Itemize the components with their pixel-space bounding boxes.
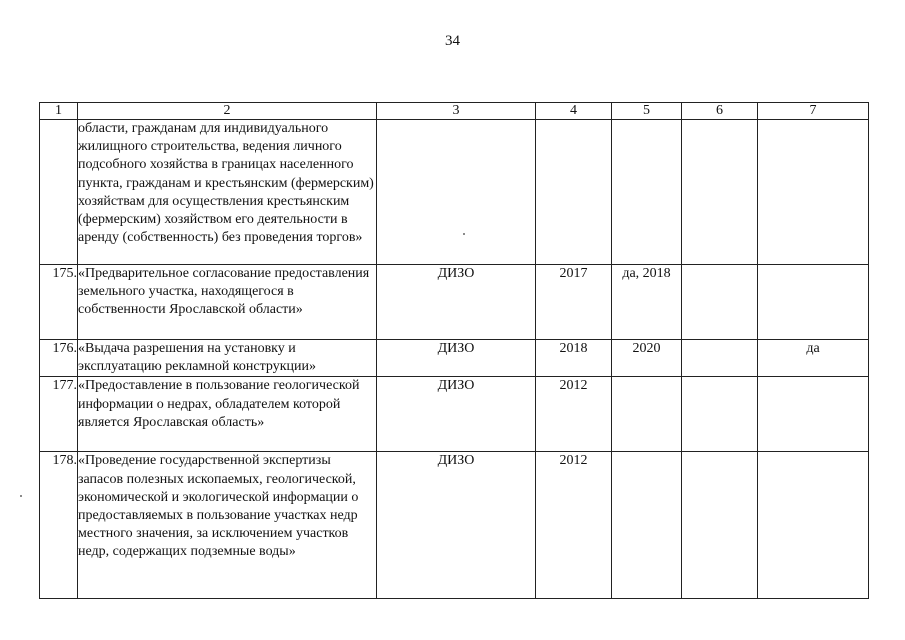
table-header-row bbox=[40, 103, 869, 120]
row-number: 175. bbox=[40, 265, 78, 340]
header-col-6: 6 bbox=[682, 103, 758, 120]
col-6-value bbox=[682, 377, 758, 452]
col-7-value bbox=[758, 452, 869, 599]
year-value bbox=[536, 120, 612, 265]
table-row bbox=[40, 377, 869, 452]
header-col-1: 1 bbox=[40, 103, 78, 120]
row-number bbox=[40, 120, 78, 265]
row-number: 178. bbox=[40, 452, 78, 599]
col-6-value bbox=[682, 120, 758, 265]
col-5-value bbox=[612, 377, 682, 452]
header-col-4: 4 bbox=[536, 103, 612, 120]
year-value: 2012 bbox=[536, 377, 612, 452]
responsible-body bbox=[377, 120, 536, 265]
col-6-value bbox=[682, 452, 758, 599]
service-name: «Проведение государственной экспертизы запасов полезных ископаемых, геологической, экономической и экологической информации о предоставляемых в пользование участках недр местного значения, за исключением участков недр, содержащих подземные воды» bbox=[78, 452, 377, 599]
page-number: 34 bbox=[445, 33, 460, 49]
header-col-3: 3 bbox=[377, 103, 536, 120]
service-name: «Предоставление в пользование геологической информации о недрах, обладателем которой является Ярославская область» bbox=[78, 377, 377, 452]
col-5-value bbox=[612, 120, 682, 265]
responsible-body: ДИЗО bbox=[377, 452, 536, 599]
table-row bbox=[40, 120, 869, 265]
year-value: 2012 bbox=[536, 452, 612, 599]
col-7-value: да bbox=[758, 340, 869, 377]
responsible-body: ДИЗО bbox=[377, 377, 536, 452]
services-table bbox=[39, 102, 869, 599]
service-name: области, гражданам для индивидуального жилищного строительства, ведения личного подсобного хозяйства в границах населенного пункта, гражданам и крестьянским (фермерским) хозяйствам для осуществления крестьянским (фермерским) хозяйством его деятельности в аренду (собственность) без проведения торгов» bbox=[78, 120, 377, 265]
service-name: «Предварительное согласование предоставления земельного участка, находящегося в собственности Ярославской области» bbox=[78, 265, 377, 340]
col-7-value bbox=[758, 377, 869, 452]
year-value: 2017 bbox=[536, 265, 612, 340]
col-6-value bbox=[682, 340, 758, 377]
service-name: «Выдача разрешения на установку и эксплуатацию рекламной конструкции» bbox=[78, 340, 377, 377]
table-row bbox=[40, 452, 869, 599]
col-7-value bbox=[758, 265, 869, 340]
scan-speck bbox=[20, 495, 22, 497]
year-value: 2018 bbox=[536, 340, 612, 377]
header-col-2: 2 bbox=[78, 103, 377, 120]
col-5-value: 2020 bbox=[612, 340, 682, 377]
header-col-5: 5 bbox=[612, 103, 682, 120]
col-7-value bbox=[758, 120, 869, 265]
table-row bbox=[40, 340, 869, 377]
responsible-body: ДИЗО bbox=[377, 265, 536, 340]
col-5-value: да, 2018 bbox=[612, 265, 682, 340]
responsible-body: ДИЗО bbox=[377, 340, 536, 377]
col-5-value bbox=[612, 452, 682, 599]
row-number: 176. bbox=[40, 340, 78, 377]
row-number: 177. bbox=[40, 377, 78, 452]
col-6-value bbox=[682, 265, 758, 340]
scan-speck bbox=[463, 233, 465, 235]
table-row bbox=[40, 265, 869, 340]
header-col-7: 7 bbox=[758, 103, 869, 120]
